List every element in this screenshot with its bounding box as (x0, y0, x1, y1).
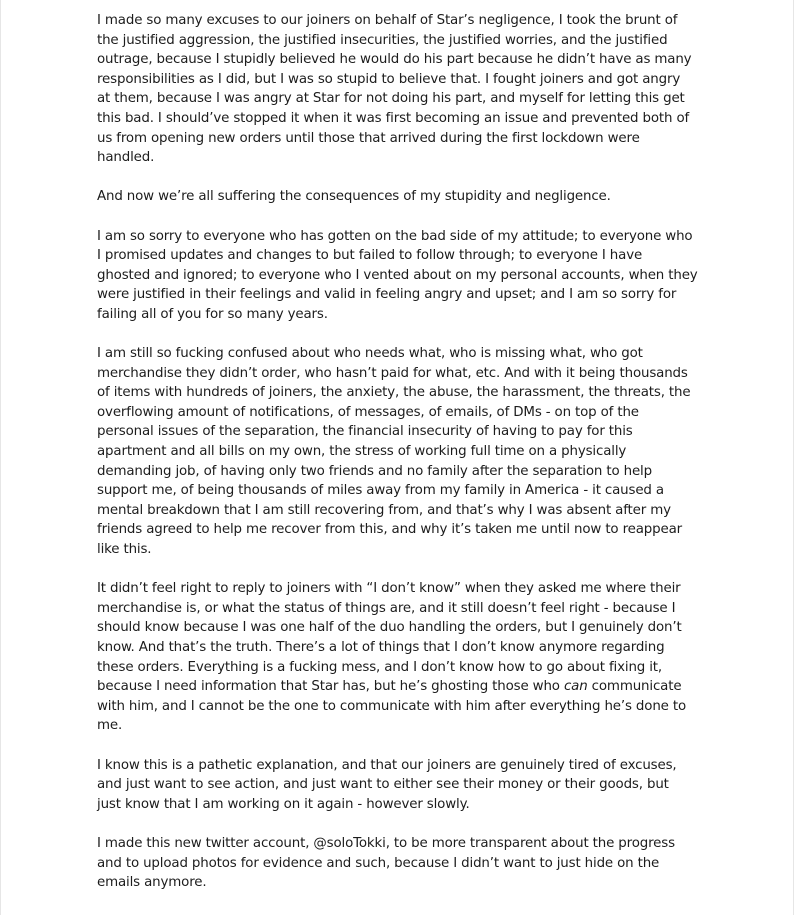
text-line: personal issues of the separation, the financial insecurity of having to pay for this (97, 424, 633, 440)
text-segment: because I need information that Star has, but he’s ghosting those who (97, 679, 564, 695)
text-line: just know that I am working on it again - however slowly. (97, 796, 470, 812)
text-line: failing all of you for so many years. (97, 306, 328, 322)
text-line: merchandise is, or what the status of things are, and it still doesn’t feel right - because I (97, 600, 676, 616)
text-line: and to upload photos for evidence and such, because I didn’t want to just hide on the (97, 855, 660, 871)
text-segment: communicate (587, 679, 682, 695)
text-line: mental breakdown that I am still recovering from, and that’s why I was absent after my (97, 502, 671, 518)
text-line: like this. (97, 542, 152, 558)
text-line: and just want to see action, and just want to either see their money or their goods, but (97, 777, 669, 793)
text-line: of items with hundreds of joiners, the anxiety, the abuse, the harassment, the threats, the (97, 385, 691, 401)
paragraph-5 (97, 579, 702, 736)
text-line: us from opening new orders until those that arrived during the first lockdown were (97, 130, 640, 146)
text-line: handled. (97, 150, 155, 166)
text-line: I made this new twitter account, @soloTokki, to be more transparent about the progress (97, 835, 675, 851)
emphasized-word: can (563, 679, 588, 695)
text-line: And now we’re all suffering the consequences of my stupidity and negligence. (97, 189, 611, 205)
text-line: I made so many excuses to our joiners on behalf of Star’s negligence, I took the brunt of (97, 13, 678, 28)
paragraph-7 (97, 834, 702, 893)
text-line: this bad. I should’ve stopped it when it was first becoming an issue and prevented both of (97, 110, 690, 126)
paragraph-1 (97, 11, 702, 168)
text-line: apartment and all bills on my own, the stress of working full time on a physically (97, 444, 627, 460)
document-body (97, 11, 702, 893)
text-line: merchandise they didn’t order, who hasn’t paid for what, etc. And with it being thousands (97, 365, 688, 381)
paragraph-4 (97, 344, 702, 560)
text-line: me. (97, 718, 123, 734)
text-line: support me, of being thousands of miles away from my family in America - it caused a (97, 483, 664, 499)
text-line: I promised updates and changes to but failed to follow through; to everyone I have (97, 248, 643, 264)
text-line (97, 677, 702, 697)
text-line: at them, because I was angry at Star for not doing his part, and myself for letting this get (97, 91, 685, 107)
text-line: outrage, because I stupidly believed he would do his part because he didn’t have as many (97, 52, 692, 68)
text-line: demanding job, of having only two friends and no family after the separation to help (97, 463, 652, 479)
paragraph-6 (97, 756, 702, 815)
text-line: overflowing amount of notifications, of messages, of emails, of DMs - on top of the (97, 404, 639, 420)
text-line: these orders. Everything is a fucking mess, and I don’t know how to go about fixing it, (97, 659, 663, 675)
text-line: responsibilities as I did, but I was so stupid to believe that. I fought joiners and got angry (97, 71, 681, 87)
text-line: friends agreed to help me recover from this, and why it’s taken me until now to reappear (97, 522, 682, 538)
text-line: I am still so fucking confused about who needs what, who is missing what, who got (97, 346, 643, 362)
text-line: with him, and I cannot be the one to communicate with him after everything he’s done to (97, 698, 686, 714)
text-line: know. And that’s the truth. There’s a lot of things that I don’t know anymore regarding (97, 640, 665, 655)
text-line: I know this is a pathetic explanation, and that our joiners are genuinely tired of excuses, (97, 757, 677, 773)
text-line: were justified in their feelings and valid in feeling angry and upset; and I am so sorry for (97, 287, 677, 303)
text-line: I am so sorry to everyone who has gotten on the bad side of my attitude; to everyone who (97, 228, 693, 244)
text-line: the justified aggression, the justified insecurities, the justified worries, and the justified (97, 32, 668, 48)
text-line: It didn’t feel right to reply to joiners with “I don’t know” when they asked me where their (97, 581, 681, 597)
paragraph-2 (97, 187, 702, 207)
paragraph-3 (97, 227, 702, 325)
text-line: ghosted and ignored; to everyone who I vented about on my personal accounts, when they (97, 267, 698, 283)
text-line: should know because I was one half of the duo handling the orders, but I genuinely don’t (97, 620, 682, 636)
text-line: emails anymore. (97, 875, 207, 891)
